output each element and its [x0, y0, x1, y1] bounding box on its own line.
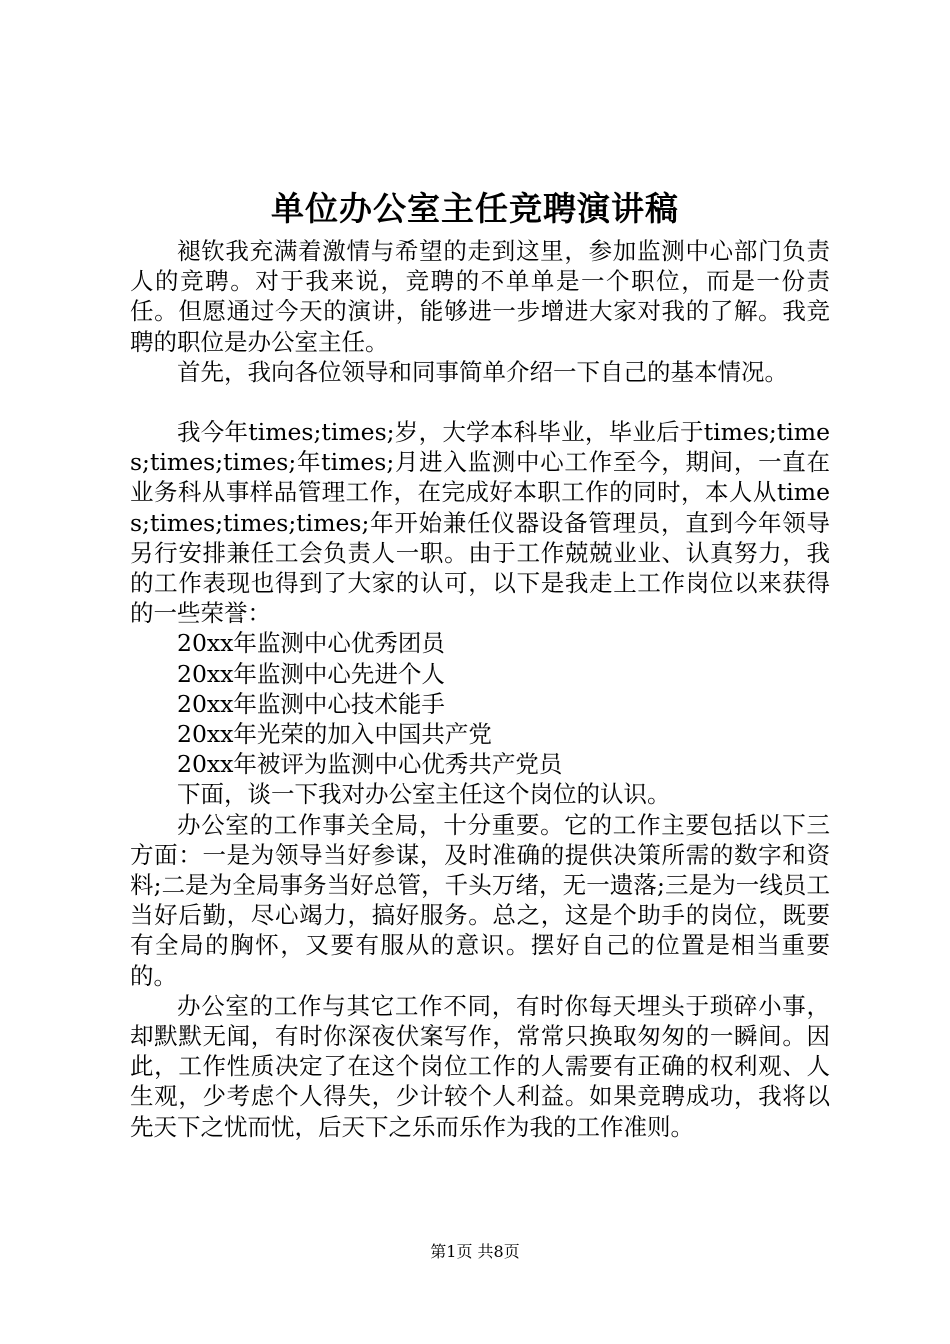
honor-item: 20xx年监测中心优秀团员 [177, 629, 445, 658]
page-footer: 第1页 共8页 [430, 1242, 520, 1261]
document-body [130, 236, 830, 1142]
honor-item: 20xx年光荣的加入中国共产党 [177, 720, 492, 749]
paragraph-background: 我今年times;times;岁，大学本科毕业，毕业后于times;times;times;times;年times;月进入监测中心工作至今，期间，一直在业务科从事样品管理工作，在完成好本职工作的同时，本人从times;times;times;times;年开始兼任仪器设备管理员，直到今年领导另行安排兼任工会负责人一职。由于工作兢兢业业、认真努力，我的工作表现也得到了大家的认可，以下是我走上工作岗位以来获得的一些荣誉： [130, 418, 830, 628]
honor-item: 20xx年监测中心先进个人 [177, 659, 445, 688]
document-title: 单位办公室主任竞聘演讲稿 [271, 189, 679, 228]
paragraph-self-intro: 首先，我向各位领导和同事简单介绍一下自己的基本情况。 [177, 357, 788, 386]
paragraph-role-importance: 办公室的工作事关全局，十分重要。它的工作主要包括以下三方面：一是为领导当好参谋，及时准确的提供决策所需的数字和资料;二是为全局事务当好总管，千头万绪，无一遗落;三是为一线员工当好后勤，尽心竭力，搞好服务。总之，这是个助手的岗位，既要有全局的胸怀，又要有服从的意识。摆好自己的位置是相当重要的。 [130, 810, 830, 990]
paragraph-intro: 褪钦我充满着激情与希望的走到这里，参加监测中心部门负责人的竞聘。对于我来说，竞聘的不单单是一个职位，而是一份责任。但愿通过今天的演讲，能够进一步增进大家对我的了解。我竞聘的职位是办公室主任。 [130, 237, 830, 356]
honor-item: 20xx年监测中心技术能手 [177, 689, 445, 718]
paragraph-transition: 下面，谈一下我对办公室主任这个岗位的认识。 [177, 780, 671, 809]
honor-item: 20xx年被评为监测中心优秀共产党员 [177, 750, 563, 779]
honors-list [130, 628, 830, 779]
paragraph-work-ethic: 办公室的工作与其它工作不同，有时你每天埋头于琐碎小事，却默默无闻，有时你深夜伏案写作，常常只换取匆匆的一瞬间。因此，工作性质决定了在这个岗位工作的人需要有正确的权利观、人生观，少考虑个人得失，少计较个人利益。如果竞聘成功，我将以先天下之忧而忧，后天下之乐而乐作为我的工作准则。 [130, 991, 830, 1141]
